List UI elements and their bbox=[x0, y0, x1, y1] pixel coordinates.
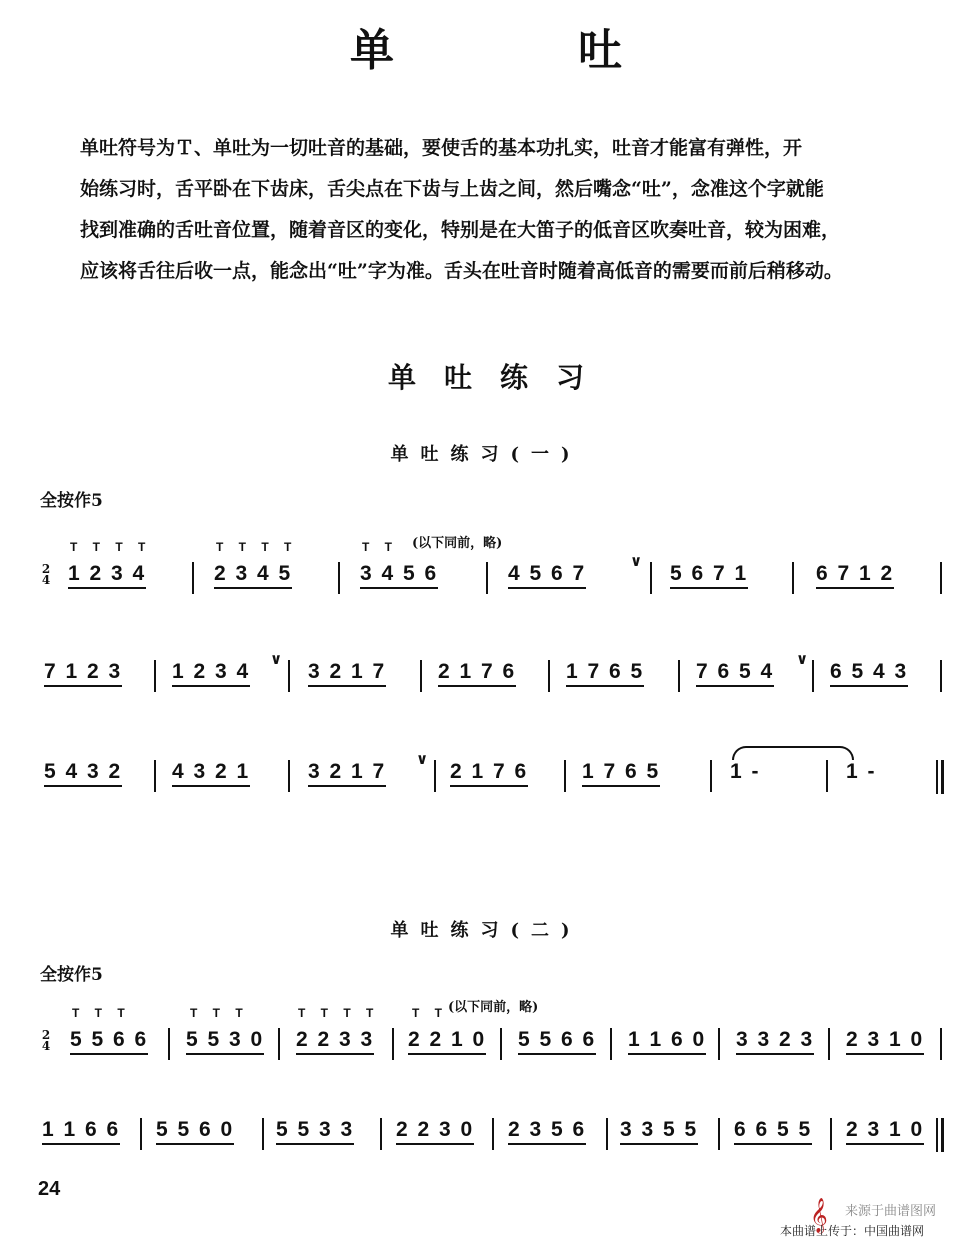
barline bbox=[380, 1118, 382, 1150]
breath-mark: ∨ bbox=[270, 650, 283, 668]
barline bbox=[492, 1118, 494, 1150]
time-top: 2 bbox=[41, 1028, 51, 1042]
page-number: 24 bbox=[38, 1178, 61, 1200]
barline bbox=[392, 1028, 394, 1060]
time-bottom: 4 bbox=[41, 573, 51, 587]
barline bbox=[548, 660, 550, 692]
tongue-marks: T T bbox=[362, 540, 398, 554]
barline bbox=[718, 1118, 720, 1150]
barline bbox=[154, 660, 156, 692]
measure: 5 5 6 0 bbox=[156, 1118, 234, 1145]
measure: 6 6 5 5 bbox=[734, 1118, 812, 1145]
measure: 2 1 7 6 bbox=[438, 660, 516, 687]
measure: 7 1 2 3 bbox=[44, 660, 122, 687]
measure: 6 5 4 3 bbox=[830, 660, 908, 687]
intro-line: 找到准确的舌吐音位置，随着音区的变化，特别是在大笛子的低音区吹奏吐音，较为困难， bbox=[80, 219, 841, 241]
barline bbox=[434, 760, 436, 792]
barline bbox=[140, 1118, 142, 1150]
tongue-marks: T T T T bbox=[298, 1006, 380, 1020]
measure: 1 2 3 4 bbox=[68, 562, 146, 589]
exercise1-title: 单吐练习(一) bbox=[390, 444, 582, 465]
exercise2-row-2 bbox=[40, 1118, 945, 1150]
barline bbox=[940, 562, 942, 594]
barline bbox=[500, 1028, 502, 1060]
measure: 5 5 3 0 bbox=[186, 1028, 264, 1055]
barline bbox=[718, 1028, 720, 1060]
measure: 1 - bbox=[846, 760, 877, 783]
measure: 1 1 6 0 bbox=[628, 1028, 706, 1055]
measure: 2 3 1 0 bbox=[846, 1118, 924, 1145]
intro-text bbox=[80, 128, 900, 292]
exercise1-row-2 bbox=[40, 650, 945, 692]
barline bbox=[338, 562, 340, 594]
measure: 2 3 4 5 bbox=[214, 562, 292, 589]
tongue-marks: T T T bbox=[190, 1006, 249, 1020]
barline bbox=[168, 1028, 170, 1060]
tie bbox=[732, 746, 854, 760]
tongue-marks: T T T T bbox=[70, 540, 152, 554]
treble-clef-logo-icon: 𝄞 bbox=[810, 1198, 828, 1233]
measure: 2 2 1 0 bbox=[408, 1028, 486, 1055]
footer-text: 本曲谱上传于：中国曲谱网 bbox=[780, 1224, 925, 1238]
measure: 7 6 5 4 bbox=[696, 660, 774, 687]
measure: 1 - bbox=[730, 760, 761, 783]
time-signature bbox=[40, 1030, 52, 1052]
final-barline bbox=[936, 760, 944, 794]
measure: 1 2 3 4 bbox=[172, 660, 250, 687]
final-barline bbox=[936, 1118, 944, 1152]
exercise2-hint: (以下同前，略) bbox=[448, 1000, 539, 1015]
measure: 5 5 6 6 bbox=[70, 1028, 148, 1055]
time-bottom: 4 bbox=[41, 1039, 51, 1053]
barline bbox=[288, 760, 290, 792]
measure: 1 1 6 6 bbox=[42, 1118, 120, 1145]
measure: 6 7 1 2 bbox=[816, 562, 894, 589]
barline bbox=[486, 562, 488, 594]
barline bbox=[262, 1118, 264, 1150]
barline bbox=[278, 1028, 280, 1060]
measure: 3 3 2 3 bbox=[736, 1028, 814, 1055]
section-title: 单吐练习 bbox=[387, 361, 612, 394]
tongue-marks: T T T T bbox=[216, 540, 298, 554]
barline bbox=[940, 1028, 942, 1060]
barline bbox=[710, 760, 712, 792]
barline bbox=[812, 660, 814, 692]
tongue-marks: T T bbox=[412, 1006, 448, 1020]
page-title: 单 吐 bbox=[350, 25, 692, 76]
barline bbox=[792, 562, 794, 594]
measure: 3 4 5 6 bbox=[360, 562, 438, 589]
watermark: 来源于曲谱图网 bbox=[845, 1204, 937, 1219]
time-top: 2 bbox=[41, 562, 51, 576]
breath-mark: ∨ bbox=[630, 552, 643, 570]
barline bbox=[830, 1118, 832, 1150]
measure: 5 4 3 2 bbox=[44, 760, 122, 787]
barline bbox=[564, 760, 566, 792]
barline bbox=[192, 562, 194, 594]
measure: 5 5 6 6 bbox=[518, 1028, 596, 1055]
intro-line: 应该将舌往后收一点，能念出“吐”字为准。舌头在吐音时随着高低音的需要而前后稍移动。 bbox=[80, 260, 843, 282]
measure: 2 3 1 0 bbox=[846, 1028, 924, 1055]
measure: 4 5 6 7 bbox=[508, 562, 586, 589]
measure: 3 2 1 7 bbox=[308, 760, 386, 787]
measure: 5 6 7 1 bbox=[670, 562, 748, 589]
measure: 1 7 6 5 bbox=[582, 760, 660, 787]
exercise1-fingering: 全按作5 bbox=[40, 491, 103, 511]
measure: 2 3 5 6 bbox=[508, 1118, 586, 1145]
barline bbox=[828, 1028, 830, 1060]
exercise2-fingering: 全按作5 bbox=[40, 965, 103, 985]
barline bbox=[154, 760, 156, 792]
tongue-marks: T T T bbox=[72, 1006, 131, 1020]
measure: 3 3 5 5 bbox=[620, 1118, 698, 1145]
measure: 2 1 7 6 bbox=[450, 760, 528, 787]
exercise1-hint: (以下同前，略) bbox=[412, 536, 503, 551]
measure: 2 2 3 3 bbox=[296, 1028, 374, 1055]
breath-mark: ∨ bbox=[416, 750, 429, 768]
barline bbox=[420, 660, 422, 692]
barline bbox=[650, 562, 652, 594]
intro-line: 单吐符号为Ｔ、单吐为一切吐音的基础，要使舌的基本功扎实，吐音才能富有弹性，开 bbox=[80, 137, 803, 159]
measure: 4 3 2 1 bbox=[172, 760, 250, 787]
breath-mark: ∨ bbox=[796, 650, 809, 668]
barline bbox=[940, 660, 942, 692]
barline bbox=[288, 660, 290, 692]
intro-line: 始练习时，舌平卧在下齿床，舌尖点在下齿与上齿之间，然后嘴念“吐”，念准这个字就能 bbox=[80, 178, 824, 200]
measure: 2 2 3 0 bbox=[396, 1118, 474, 1145]
exercise2-title: 单吐练习(二) bbox=[390, 920, 582, 941]
measure: 1 7 6 5 bbox=[566, 660, 644, 687]
exercise1-row-3 bbox=[40, 750, 945, 792]
barline bbox=[826, 760, 828, 792]
barline bbox=[610, 1028, 612, 1060]
barline bbox=[678, 660, 680, 692]
measure: 5 5 3 3 bbox=[276, 1118, 354, 1145]
time-signature bbox=[40, 564, 52, 586]
measure: 3 2 1 7 bbox=[308, 660, 386, 687]
barline bbox=[606, 1118, 608, 1150]
